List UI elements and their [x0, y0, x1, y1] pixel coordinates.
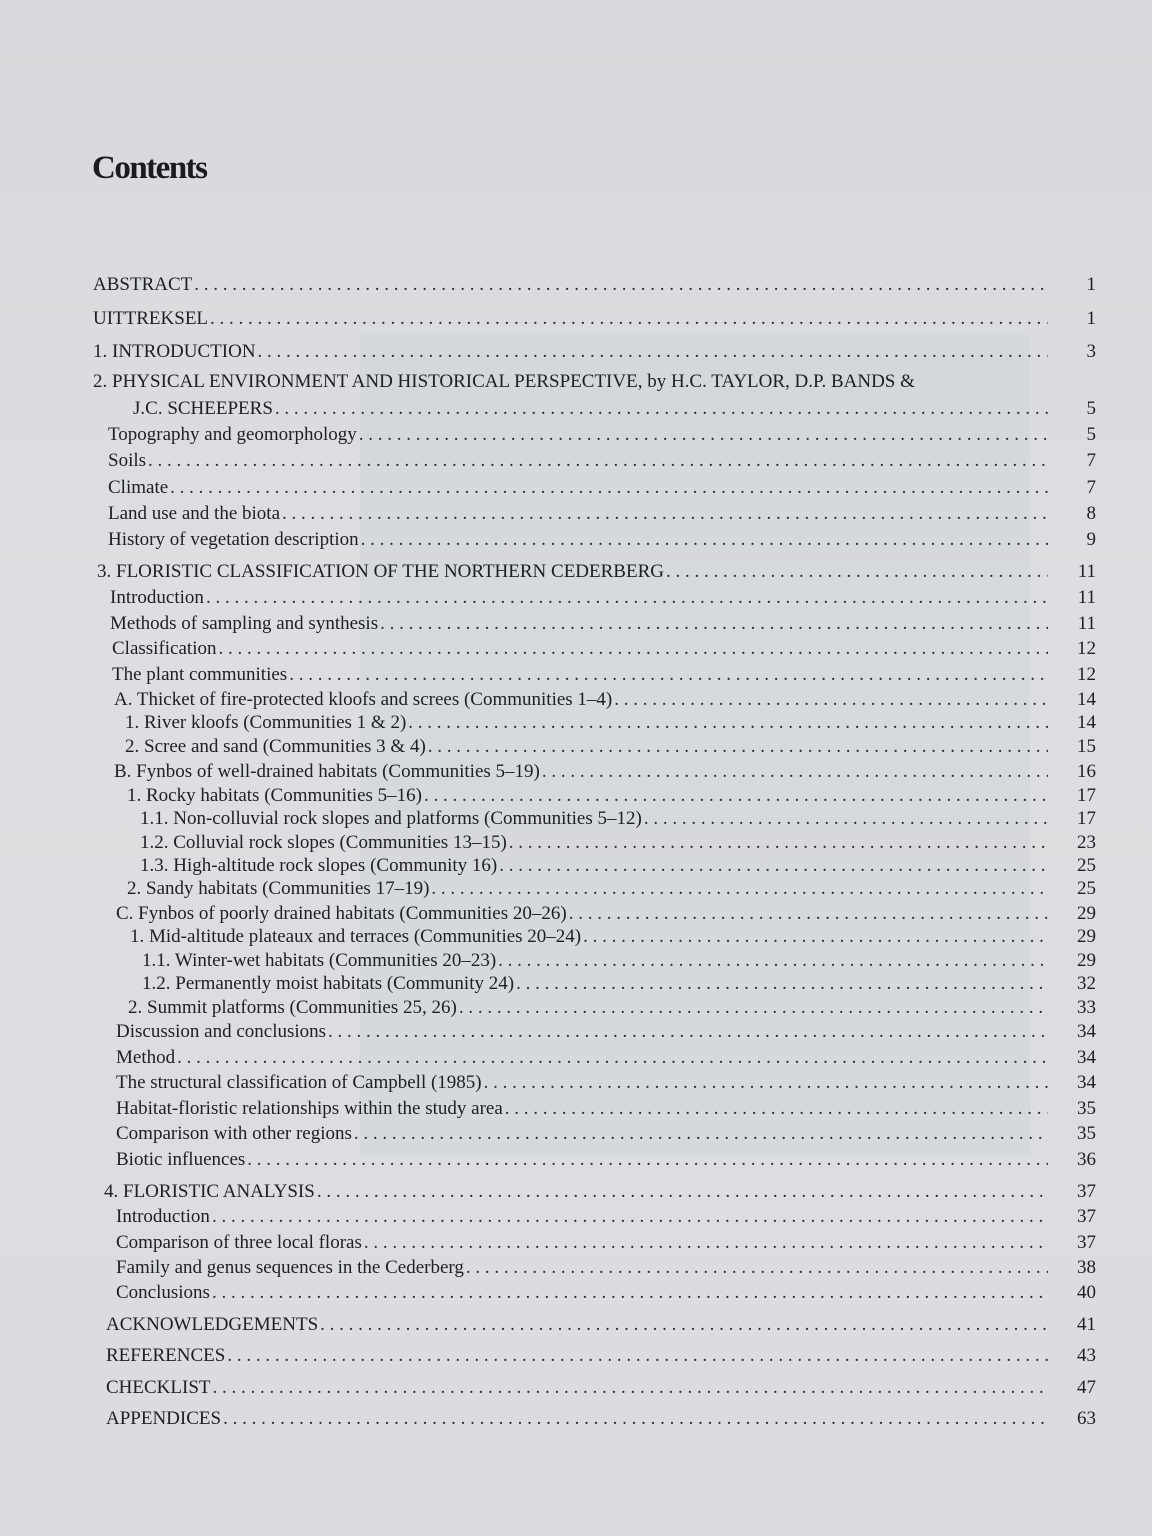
toc-page-number: 11 — [1077, 613, 1096, 634]
toc-entry-label: Introduction — [116, 1206, 210, 1227]
toc-page-number: 25 — [1077, 855, 1096, 876]
toc-entry[interactable] — [130, 925, 1052, 949]
toc-entry[interactable] — [108, 423, 1052, 447]
toc-entry[interactable] — [116, 1020, 1052, 1044]
dot-leader — [583, 925, 1048, 949]
dot-leader — [177, 1046, 1048, 1070]
toc-entry-label: 1. River kloofs (Communities 1 & 2) — [125, 712, 407, 733]
toc-page-number: 29 — [1077, 926, 1096, 947]
toc-entry-label: Method — [116, 1047, 176, 1068]
toc-entry-label: Comparison with other regions — [116, 1123, 352, 1144]
dot-leader — [509, 831, 1048, 855]
dot-leader — [569, 902, 1048, 926]
dot-leader — [227, 1344, 1048, 1368]
toc-entry-label: 2. Sandy habitats (Communities 17–19) — [127, 878, 430, 899]
toc-entry-label: Methods of sampling and synthesis — [110, 613, 379, 634]
toc-entry-label: APPENDICES — [106, 1408, 222, 1429]
dot-leader — [380, 612, 1048, 636]
toc-page-number: 11 — [1077, 587, 1096, 608]
toc-page-number: 29 — [1077, 903, 1096, 924]
toc-entry-label: 1.3. High-altitude rock slopes (Community 16) — [140, 855, 498, 876]
dot-leader — [666, 560, 1048, 584]
toc-entry-label: Conclusions — [116, 1282, 210, 1303]
toc-entry[interactable] — [108, 528, 1052, 552]
dot-leader — [210, 307, 1048, 331]
toc-page-number: 12 — [1077, 664, 1096, 685]
toc-entry-label: UITTREKSEL — [93, 308, 209, 329]
toc-entry[interactable] — [110, 586, 1052, 610]
toc-page-number: 7 — [1086, 477, 1096, 498]
toc-entry[interactable] — [128, 996, 1052, 1020]
dot-leader — [359, 423, 1048, 447]
dot-leader — [431, 877, 1048, 901]
toc-entry[interactable] — [112, 637, 1052, 661]
toc-entry[interactable] — [116, 1281, 1052, 1305]
toc-page-number: 63 — [1077, 1408, 1096, 1429]
dot-leader — [258, 340, 1048, 364]
toc-entry[interactable] — [140, 807, 1052, 831]
toc-entry-label: Family and genus sequences in the Cederberg — [116, 1257, 464, 1278]
toc-entry-label: Introduction — [110, 587, 204, 608]
toc-page-number: 23 — [1077, 832, 1096, 853]
dot-leader — [289, 663, 1048, 687]
dot-leader — [213, 1376, 1049, 1400]
toc-page-number: 36 — [1077, 1149, 1096, 1170]
toc-entry-label: Discussion and conclusions — [116, 1021, 327, 1042]
dot-leader — [408, 711, 1048, 735]
toc-entry-label: 1. INTRODUCTION — [93, 341, 256, 362]
dot-leader — [223, 1407, 1048, 1431]
dot-leader — [317, 1180, 1048, 1204]
toc-page-number: 41 — [1077, 1314, 1096, 1335]
toc-entry[interactable] — [106, 1407, 1052, 1431]
toc-entry[interactable] — [116, 1205, 1052, 1229]
toc-entry-label: Climate — [108, 477, 169, 498]
toc-entry-label: Land use and the biota — [108, 503, 281, 524]
toc-entry-label: Topography and geomorphology — [108, 424, 357, 445]
toc-page-number: 14 — [1077, 712, 1096, 733]
dot-leader — [282, 502, 1048, 526]
toc-page-number: 5 — [1086, 398, 1096, 419]
toc-page-number: 14 — [1077, 689, 1096, 710]
toc-entry-label: A. Thicket of fire-protected kloofs and screes (Communities 1–4) — [114, 689, 613, 710]
dot-leader — [206, 586, 1048, 610]
toc-entry-label: 1. Rocky habitats (Communities 5–16) — [127, 785, 423, 806]
toc-page-number: 32 — [1077, 973, 1096, 994]
toc-entry[interactable] — [116, 1071, 1052, 1095]
toc-entry[interactable] — [93, 340, 1052, 364]
toc-entry[interactable] — [116, 1231, 1052, 1255]
toc-page-number: 34 — [1077, 1021, 1096, 1042]
toc-page-number: 37 — [1077, 1232, 1096, 1253]
toc-entry[interactable] — [116, 902, 1052, 926]
toc-entry[interactable] — [116, 1148, 1052, 1172]
page-title: Contents — [92, 150, 207, 186]
dot-leader — [542, 760, 1048, 784]
toc-entry[interactable] — [106, 1344, 1052, 1368]
dot-leader — [364, 1231, 1048, 1255]
toc-entry-label: ACKNOWLEDGEMENTS — [106, 1314, 319, 1335]
toc-entry-label: 3. FLORISTIC CLASSIFICATION OF THE NORTHERN CEDERBERG — [97, 561, 664, 582]
toc-page-number: 11 — [1077, 561, 1096, 582]
dot-leader — [644, 807, 1048, 831]
toc-entry[interactable] — [127, 784, 1052, 808]
toc-entry[interactable] — [108, 476, 1052, 500]
toc-page-number: 34 — [1077, 1047, 1096, 1068]
dot-leader — [148, 449, 1048, 473]
toc-page-number: 37 — [1077, 1206, 1096, 1227]
dot-leader — [424, 784, 1048, 808]
toc-page-number: 17 — [1077, 785, 1096, 806]
toc-entry[interactable] — [116, 1122, 1052, 1146]
toc-page-number: 34 — [1077, 1072, 1096, 1093]
toc-page-number: 9 — [1086, 529, 1096, 550]
toc-entry[interactable] — [104, 1180, 1052, 1204]
toc-entry[interactable] — [106, 1376, 1052, 1400]
toc-entry-label: 1.1. Winter-wet habitats (Communities 20–23) — [142, 950, 497, 971]
toc-entry[interactable] — [93, 273, 1052, 297]
toc-entry[interactable] — [106, 1313, 1052, 1337]
dot-leader — [354, 1122, 1048, 1146]
dot-leader — [614, 688, 1048, 712]
toc-entry-label: 1. Mid-altitude plateaux and terraces (Communities 20–24) — [130, 926, 582, 947]
toc-entry-label: Classification — [112, 638, 217, 659]
dot-leader — [194, 273, 1048, 297]
toc-entry-label: Habitat-floristic relationships within the study area — [116, 1098, 503, 1119]
toc-page-number: 15 — [1077, 736, 1096, 757]
dot-leader — [516, 972, 1048, 996]
toc-entry[interactable] — [110, 612, 1052, 636]
toc-entry[interactable] — [116, 1097, 1052, 1121]
toc-entry[interactable] — [140, 831, 1052, 855]
dot-leader — [459, 996, 1048, 1020]
toc-entry-heading-line: 2. PHYSICAL ENVIRONMENT AND HISTORICAL PERSPECTIVE, by H.C. TAYLOR, D.P. BANDS & — [93, 371, 915, 392]
dot-leader — [170, 476, 1048, 500]
toc-entry[interactable] — [108, 502, 1052, 526]
toc-entry-label: Soils — [108, 450, 147, 471]
toc-entry[interactable] — [97, 560, 1052, 584]
dot-leader — [212, 1281, 1048, 1305]
toc-entry-label: 2. Summit platforms (Communities 25, 26) — [128, 997, 457, 1018]
toc-entry[interactable] — [142, 972, 1052, 996]
toc-entry[interactable] — [125, 735, 1052, 759]
toc-entry[interactable] — [142, 949, 1052, 973]
toc-entry[interactable] — [140, 854, 1052, 878]
toc-entry-label: 1.1. Non-colluvial rock slopes and platforms (Communities 5–12) — [140, 808, 642, 829]
toc-page-number: 40 — [1077, 1282, 1096, 1303]
toc-entry-label: 2. Scree and sand (Communities 3 & 4) — [125, 736, 426, 757]
toc-page-number: 17 — [1077, 808, 1096, 829]
toc-entry-label: Comparison of three local floras — [116, 1232, 362, 1253]
toc-page-number: 43 — [1077, 1345, 1096, 1366]
dot-leader — [247, 1148, 1048, 1172]
toc-page-number: 12 — [1077, 638, 1096, 659]
dot-leader — [505, 1097, 1048, 1121]
dot-leader — [499, 854, 1048, 878]
dot-leader — [212, 1205, 1048, 1229]
toc-page-number: 5 — [1086, 424, 1096, 445]
toc-page-number: 33 — [1077, 997, 1096, 1018]
dot-leader — [466, 1256, 1048, 1280]
dot-leader — [498, 949, 1048, 973]
toc-page-number: 35 — [1077, 1123, 1096, 1144]
toc-entry[interactable] — [127, 877, 1052, 901]
toc-page-number: 3 — [1086, 341, 1096, 362]
toc-page-number: 1 — [1086, 274, 1096, 295]
toc-page-number: 1 — [1086, 308, 1096, 329]
toc-page-number: 8 — [1086, 503, 1096, 524]
dot-leader — [428, 735, 1048, 759]
toc-entry[interactable] — [125, 711, 1052, 735]
dot-leader — [361, 528, 1048, 552]
toc-entry-label: History of vegetation description — [108, 529, 359, 550]
toc-page-number: 25 — [1077, 878, 1096, 899]
toc-page-number: 29 — [1077, 950, 1096, 971]
toc-entry[interactable] — [112, 663, 1052, 687]
toc-entry[interactable] — [93, 307, 1052, 331]
toc-entry-label: J.C. SCHEEPERS — [133, 398, 273, 419]
toc-entry[interactable] — [114, 688, 1052, 712]
toc-entry-label: C. Fynbos of poorly drained habitats (Communities 20–26) — [116, 903, 567, 924]
toc-entry-label: 4. FLORISTIC ANALYSIS — [104, 1181, 315, 1202]
toc-entry-label: Biotic influences — [116, 1149, 246, 1170]
toc-entry[interactable] — [114, 760, 1052, 784]
dot-leader — [484, 1071, 1048, 1095]
toc-page-number: 38 — [1077, 1257, 1096, 1278]
toc-page-number: 7 — [1086, 450, 1096, 471]
toc-entry-label: 1.2. Colluvial rock slopes (Communities 13–15) — [140, 832, 507, 853]
toc-page-number: 35 — [1077, 1098, 1096, 1119]
toc-page-number: 47 — [1077, 1377, 1096, 1398]
toc-page-number: 37 — [1077, 1181, 1096, 1202]
dot-leader — [275, 397, 1048, 421]
toc-entry-label: B. Fynbos of well-drained habitats (Communities 5–19) — [114, 761, 540, 782]
toc-page-number: 16 — [1077, 761, 1096, 782]
dot-leader — [218, 637, 1048, 661]
toc-entry-label: 1.2. Permanently moist habitats (Community 24) — [142, 973, 515, 994]
toc-entry-label: ABSTRACT — [93, 274, 193, 295]
toc-entry-label: The structural classification of Campbell (1985) — [116, 1072, 482, 1093]
toc-entry[interactable] — [116, 1256, 1052, 1280]
toc-entry-label: The plant communities — [112, 664, 288, 685]
toc-entry[interactable] — [108, 449, 1052, 473]
dot-leader — [328, 1020, 1048, 1044]
toc-entry[interactable] — [133, 397, 1052, 421]
toc-entry-label: REFERENCES — [106, 1345, 226, 1366]
toc-entry[interactable] — [116, 1046, 1052, 1070]
toc-entry-label: CHECKLIST — [106, 1377, 211, 1398]
dot-leader — [320, 1313, 1048, 1337]
